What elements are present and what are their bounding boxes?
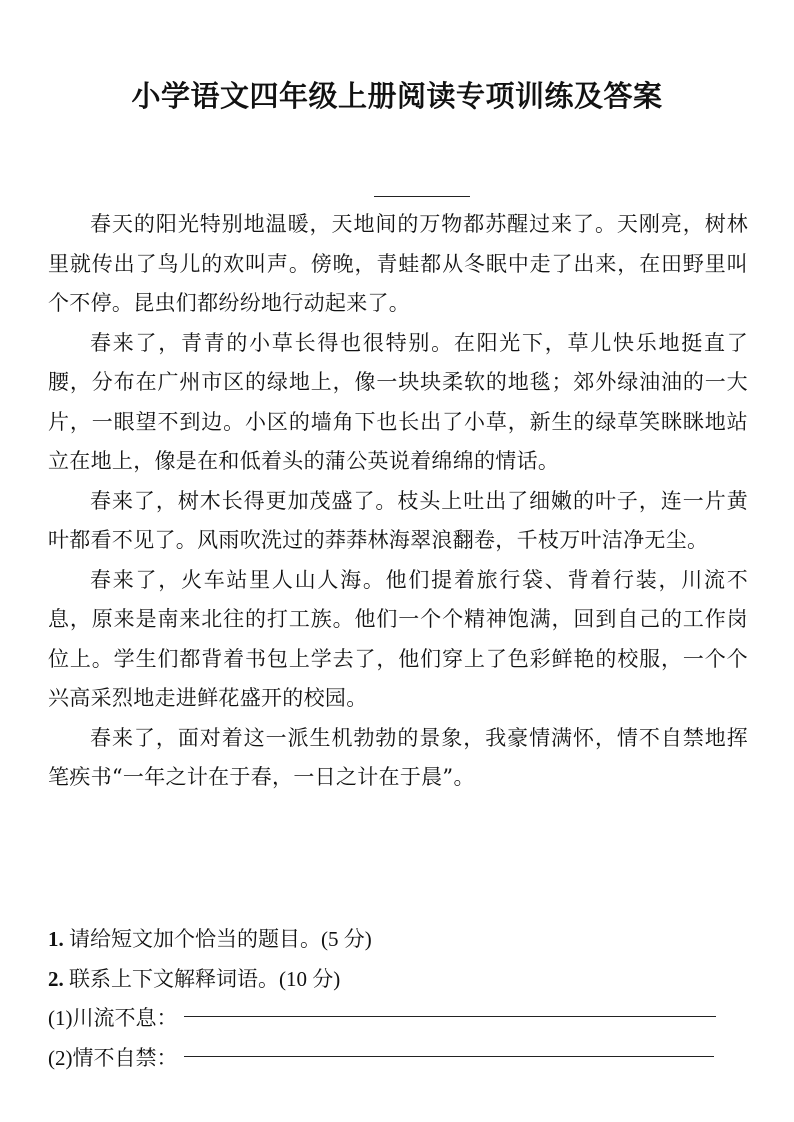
answer-blank-1[interactable] (184, 1016, 716, 1017)
question-number-dot: . (58, 927, 64, 951)
question-1 (48, 920, 748, 960)
paragraph-5: 春来了，面对着这一派生机勃勃的景象，我豪情满怀，情不自禁地挥笔疾书“一年之计在于春，一日之计在于晨”。 (48, 725, 748, 789)
sub-item-1 (48, 999, 748, 1039)
paragraph-3: 春来了，树木长得更加茂盛了。枝头上吐出了细嫩的叶子，连一片黄叶都看不见了。风雨吹洗过的莽莽林海翠浪翻卷，千枝万叶洁净无尘。 (48, 488, 748, 552)
paragraph-2: 春来了，青青的小草长得也很特别。在阳光下，草儿快乐地挺直了腰，分布在广州市区的绿地上，像一块块柔软的地毯；郊外绿油油的一大片，一眼望不到边。小区的墙角下也长出了小草，新生的绿草笑眯眯地站立在地上，像是在和低着头的蒲公英说着绵绵的情话。 (48, 330, 748, 473)
question-number: 1 (48, 927, 59, 951)
reading-passage (48, 205, 748, 798)
sub-item-label: (1)川流不息： (48, 1006, 178, 1030)
question-number: 2 (48, 966, 59, 991)
paragraph-4: 春来了，火车站里人山人海。他们提着旅行袋、背着行装，川流不息，原来是南来北往的打工族。他们一个个精神饱满，回到自己的工作岗位上。学生们都背着书包上学去了，他们穿上了色彩鲜艳的校服，一个个兴高采烈地走进鲜花盛开的校园。 (48, 567, 748, 710)
paragraph-1: 春天的阳光特别地温暖，天地间的万物都苏醒过来了。天刚亮，树林里就传出了鸟儿的欢叫声。傍晚，青蛙都从冬眠中走了出来，在田野里叫个不停。昆虫们都纷纷地行动起来了。 (48, 212, 748, 315)
title-divider (374, 196, 470, 197)
question-number-dot: . (58, 966, 64, 991)
question-2 (48, 960, 748, 1000)
sub-item-label: (2)情不自禁： (48, 1045, 178, 1070)
sub-item-2 (48, 1039, 748, 1079)
answer-blank-2[interactable] (184, 1056, 714, 1057)
question-section (48, 920, 748, 1078)
question-text: 请给短文加个恰当的题目。(5 分) (69, 927, 372, 951)
question-text: 联系上下文解释词语。(10 分) (69, 966, 341, 991)
page-title: 小学语文四年级上册阅读专项训练及答案 (131, 79, 663, 113)
